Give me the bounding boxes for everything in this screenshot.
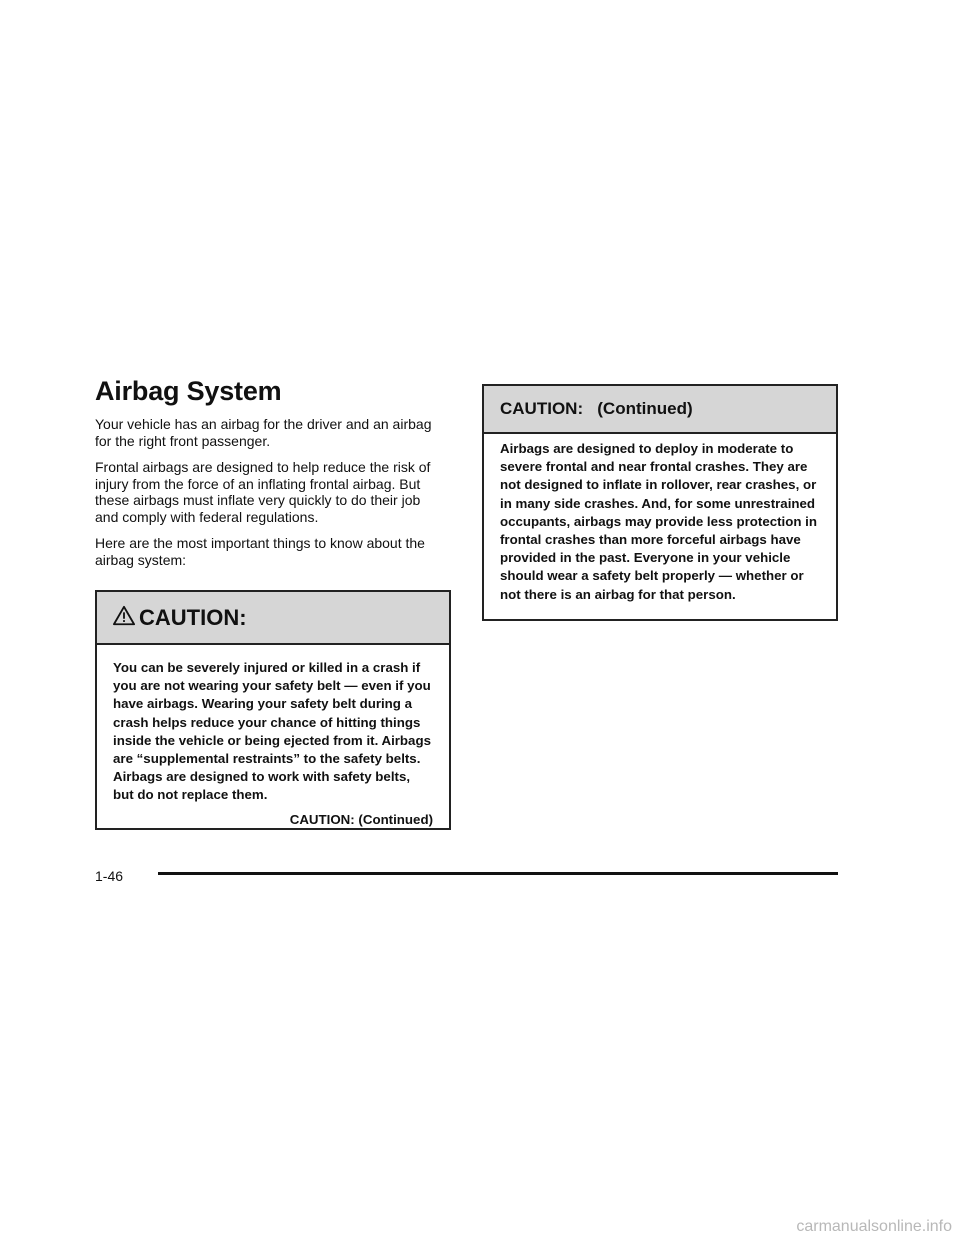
- footer-rule: [158, 872, 838, 875]
- caution-box-right: [482, 384, 838, 621]
- caution-body-right: [484, 434, 836, 618]
- left-column: [95, 374, 451, 830]
- caution-title-left: CAUTION:: [139, 604, 247, 630]
- caution-header-right: [484, 386, 836, 434]
- watermark: carmanualsonline.info: [796, 1218, 952, 1235]
- caution-box-left: [95, 590, 451, 830]
- important-things-paragraph: Here are the most important things to know about the airbag system:: [95, 535, 425, 568]
- section-title: Airbag System: [95, 376, 282, 406]
- caution-header-left: [97, 592, 449, 645]
- caution-text-left: You can be severely injured or killed in a crash if you are not wearing your safety belt — even if you have airbags. Wearing your safety belt during a crash helps reduce your chance of hitting things inside the vehicle or being ejected from it. Airbags are “supplemental restraints” to the safety belts. Airbags are designed to work with safety belts, but do not replace them.: [113, 660, 431, 803]
- caution-text-right: Airbags are designed to deploy in moderate to severe frontal and near frontal crashes. They are not designed to inflate in rollover, rear crashes, or in many side crashes. And, for some unrestrained occupants, airbags may provide less protection in frontal crashes than more forceful airbags have provided in the past. Everyone in your vehicle should wear a safety belt properly — whether or not there is an airbag for that person.: [500, 441, 817, 602]
- frontal-airbag-paragraph: Frontal airbags are designed to help reduce the risk of injury from the force of an inflating frontal airbag. But these airbags must inflate very quickly to do their job and comply with federal regulations.: [95, 459, 431, 525]
- intro-paragraph: Your vehicle has an airbag for the driver and an airbag for the right front passenger.: [95, 416, 432, 449]
- caution-title-right: CAUTION: (Continued): [500, 399, 693, 418]
- page-number: 1-46: [95, 868, 124, 884]
- caution-continued-label: CAUTION: (Continued): [289, 811, 433, 827]
- page-footer: [95, 868, 838, 884]
- caution-body-left: [97, 645, 449, 843]
- right-column: [482, 384, 838, 621]
- warning-triangle-icon: [113, 605, 135, 627]
